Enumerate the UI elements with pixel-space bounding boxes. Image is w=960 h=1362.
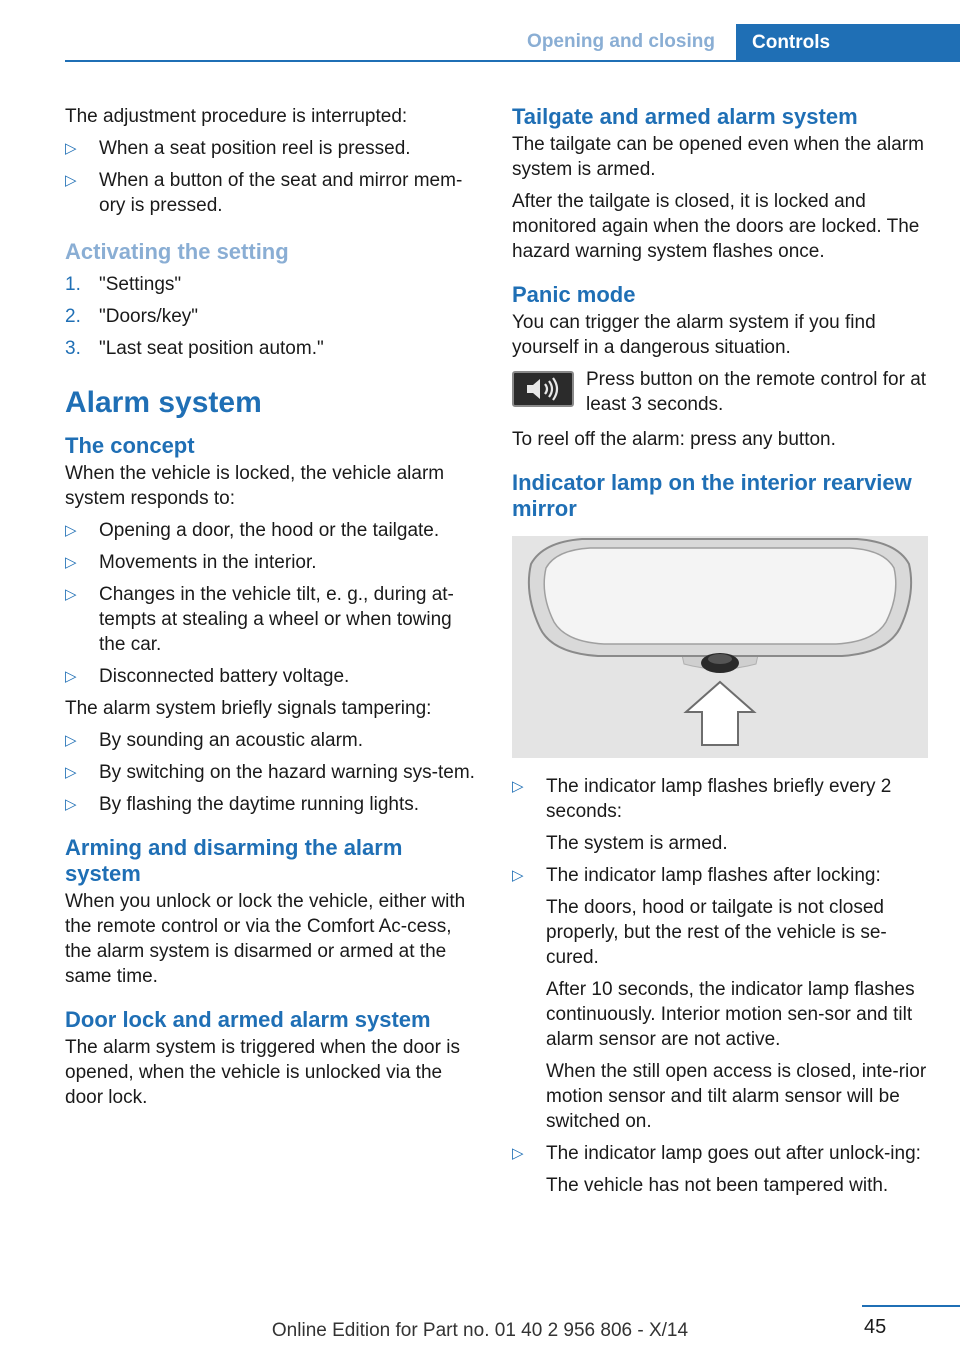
step-text: "Doors/key" (99, 306, 199, 327)
list-item (65, 168, 481, 218)
triangle-bullet-icon: ▷ (512, 1145, 524, 1162)
list-item (512, 1141, 930, 1198)
tailgate-text-2: After the tailgate is closed, it is locked and monitored again when the doors are locked. The hazard warning system flashes once. (512, 191, 920, 262)
left-column (65, 104, 481, 1117)
footer-rule (862, 1305, 960, 1307)
list-item-text: The indicator lamp goes out after unlock‐ing: (546, 1143, 921, 1164)
list-item-detail: The doors, hood or tailgate is not closed properly, but the rest of the vehicle is se‐cured. (546, 897, 887, 968)
step-number: 3. (65, 338, 81, 359)
list-item-text: Opening a door, the hood or the tailgate. (99, 520, 440, 541)
chapter-tab: Controls (736, 24, 960, 62)
list-item-text: By sounding an acoustic alarm. (99, 730, 364, 751)
step-item (65, 336, 481, 361)
step-text: "Settings" (99, 274, 182, 295)
section-tab: Opening and closing (506, 24, 736, 60)
list-item (65, 136, 481, 161)
list-item (65, 582, 481, 657)
edition-footer: Online Edition for Part no. 01 40 2 956 806 - X/14 (271, 1320, 689, 1341)
triangle-bullet-icon: ▷ (65, 522, 77, 539)
arming-heading: Arming and disarming the alarm system (65, 835, 403, 886)
panic-text: You can trigger the alarm system if you find yourself in a dangerous situation. (512, 312, 876, 358)
triangle-bullet-icon: ▷ (65, 764, 77, 781)
indicator-list (512, 774, 930, 1198)
alarm-system-heading: Alarm system (65, 386, 262, 419)
list-item-detail: When the still open access is closed, inte‐rior motion sensor and tilt alarm sensor will be switched on. (546, 1061, 927, 1132)
list-item (65, 664, 481, 689)
list-item-detail: The system is armed. (546, 833, 728, 854)
step-number: 2. (65, 306, 81, 327)
doorlock-heading: Door lock and armed alarm system (65, 1007, 431, 1032)
triangle-bullet-icon: ▷ (65, 586, 77, 603)
list-item (65, 792, 481, 817)
list-item-text: Movements in the interior. (99, 552, 317, 573)
arming-text: When you unlock or lock the vehicle, either with the remote control or via the Comfort Ac‐cess, the alarm system is disarmed or armed at the same time. (65, 891, 466, 987)
step-text: "Last seat position autom." (99, 338, 324, 359)
speaker-alarm-icon (512, 371, 574, 407)
list-item (512, 774, 930, 856)
tailgate-text-1: The tailgate can be opened even when the alarm system is armed. (512, 134, 924, 180)
triangle-bullet-icon: ▷ (65, 732, 77, 749)
page-number: 45 (864, 1316, 887, 1338)
responds-list (65, 518, 481, 689)
signals-text: The alarm system briefly signals tampering: (65, 698, 432, 719)
triangle-bullet-icon: ▷ (512, 867, 524, 884)
indicator-heading: Indicator lamp on the interior rearview mirror (512, 470, 912, 521)
tailgate-heading: Tailgate and armed alarm system (512, 104, 858, 129)
rearview-mirror-image (512, 536, 928, 758)
triangle-bullet-icon: ▷ (65, 554, 77, 571)
header-rule (65, 60, 960, 62)
doorlock-text: The alarm system is triggered when the door is opened, when the vehicle is unlocked via the door lock. (65, 1037, 460, 1108)
activating-heading: Activating the setting (65, 239, 289, 264)
list-item-detail: After 10 seconds, the indicator lamp flashes continuously. Interior motion sen‐sor and tilt alarm sensor are not active. (546, 979, 915, 1050)
concept-heading: The concept (65, 433, 195, 458)
list-item-text: By flashing the daytime running lights. (99, 794, 420, 815)
list-item-text: The indicator lamp flashes after locking: (546, 865, 881, 886)
list-item-text: Changes in the vehicle tilt, e. g., during at‐tempts at stealing a wheel or when towing the car. (99, 584, 454, 655)
triangle-bullet-icon: ▷ (65, 668, 77, 685)
list-item (65, 728, 481, 753)
triangle-bullet-icon: ▷ (512, 778, 524, 795)
list-item-text: When a seat position reel is pressed. (99, 138, 411, 159)
reel-off-text: To reel off the alarm: press any button. (512, 429, 836, 450)
steps-list (65, 272, 481, 361)
triangle-bullet-icon: ▷ (65, 796, 77, 813)
list-item (65, 550, 481, 575)
step-number: 1. (65, 274, 81, 295)
list-item (65, 518, 481, 543)
concept-text: When the vehicle is locked, the vehicle alarm system responds to: (65, 463, 445, 509)
list-item (512, 863, 930, 1134)
list-item (65, 760, 481, 785)
list-item-text: The indicator lamp flashes briefly every 2 seconds: (546, 776, 892, 822)
list-item-text: When a button of the seat and mirror mem‐ory is pressed. (99, 170, 463, 216)
list-item-detail: The vehicle has not been tampered with. (546, 1175, 889, 1196)
step-item (65, 304, 481, 329)
step-item (65, 272, 481, 297)
right-column (512, 104, 930, 1205)
signals-list (65, 728, 481, 817)
panic-heading: Panic mode (512, 282, 636, 307)
panic-instruction (512, 367, 930, 417)
triangle-bullet-icon: ▷ (65, 140, 77, 157)
triangle-bullet-icon: ▷ (65, 172, 77, 189)
list-item-text: Disconnected battery voltage. (99, 666, 350, 687)
interrupt-list (65, 136, 481, 218)
interrupt-intro: The adjustment procedure is interrupted: (65, 106, 408, 127)
list-item-text: By switching on the hazard warning sys‐tem. (99, 762, 475, 783)
panic-button-text: Press button on the remote control for at least 3 seconds. (586, 369, 927, 415)
